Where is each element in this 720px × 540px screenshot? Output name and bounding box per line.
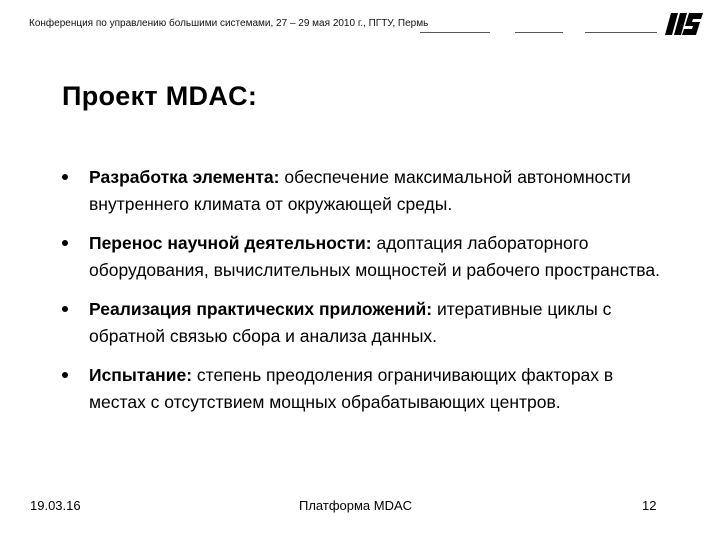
header-rule xyxy=(420,32,660,34)
bullet-text: степень преодоления ограничивающих факторах в местах с отсутствием мощных обрабатывающих центров. xyxy=(89,365,614,412)
bullet-term: Перенос научной деятельности: xyxy=(89,233,372,253)
bullet-term: Реализация практических приложений: xyxy=(89,299,433,319)
bullet-item xyxy=(62,296,662,350)
page-number: 12 xyxy=(642,498,657,513)
ips-logo xyxy=(663,12,705,36)
bullet-dot xyxy=(62,372,68,378)
bullet-dot xyxy=(62,240,68,246)
bullet-list xyxy=(62,164,662,416)
footer-title: Платформа MDAC xyxy=(299,498,413,513)
bullet-term: Разработка элемента: xyxy=(89,167,280,187)
bullet-item xyxy=(62,230,662,284)
bullet-text: обеспечение максимальной автономности внутреннего климата от окружающей среды. xyxy=(89,167,631,214)
bullet-item xyxy=(62,362,662,416)
bullet-text: адоптация лабораторного оборудования, вычислительных мощностей и рабочего пространства. xyxy=(89,233,660,280)
bullet-item xyxy=(62,164,662,218)
bullet-term: Испытание: xyxy=(89,365,193,385)
footer-date: 19.03.16 xyxy=(30,498,81,513)
bullet-text: итеративные циклы с обратной связью сбора и анализа данных. xyxy=(89,299,612,346)
slide-title: Проект MDAC: xyxy=(62,81,258,111)
bullet-dot xyxy=(62,306,68,312)
conference-header: Конференция по управлению большими системами, 27 – 29 мая 2010 г., ПГТУ, Пермь xyxy=(29,18,429,29)
bullet-dot xyxy=(62,174,68,180)
